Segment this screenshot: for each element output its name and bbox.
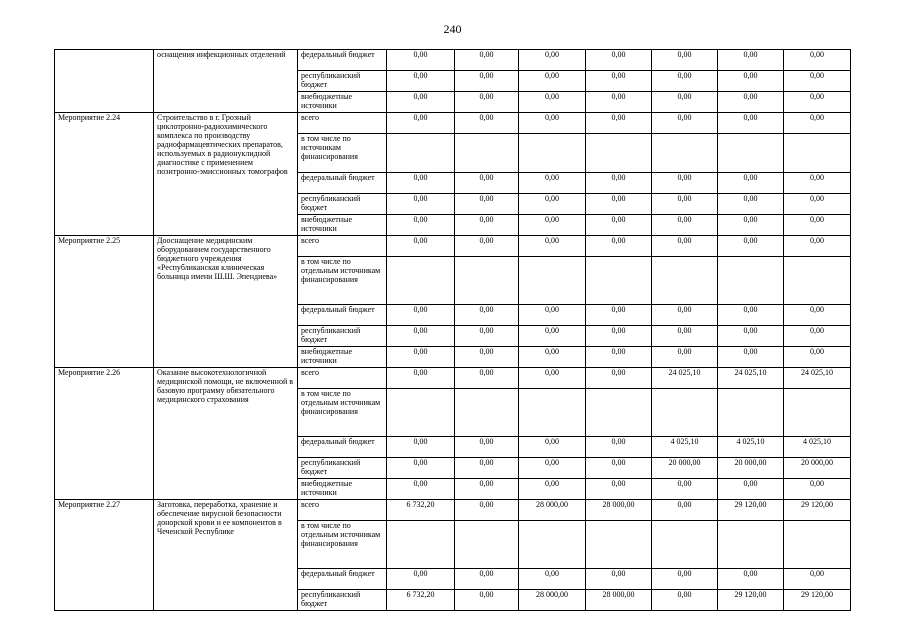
amount-cell: 0,00 <box>586 305 652 326</box>
amount-cell: 0,00 <box>519 50 586 71</box>
amount-cell: 0,00 <box>586 437 652 458</box>
amount-cell <box>784 134 851 173</box>
amount-cell: 0,00 <box>784 236 851 257</box>
amount-cell <box>519 389 586 437</box>
amount-cell: 0,00 <box>387 458 455 479</box>
amount-cell: 0,00 <box>455 236 519 257</box>
amount-cell: 0,00 <box>519 92 586 113</box>
amount-cell: 24 025,10 <box>718 368 784 389</box>
amount-cell: 0,00 <box>387 113 455 134</box>
amount-cell: 0,00 <box>455 92 519 113</box>
amount-cell: 0,00 <box>784 305 851 326</box>
amount-cell: 4 025,10 <box>652 437 718 458</box>
amount-cell: 28 000,00 <box>586 500 652 521</box>
amount-cell: 0,00 <box>586 236 652 257</box>
amount-cell: 0,00 <box>455 50 519 71</box>
amount-cell: 0,00 <box>784 326 851 347</box>
amount-cell: 0,00 <box>519 569 586 590</box>
activity-description-cell: Заготовка, переработка, хранение и обеспечение вирусной безопасности донорской крови и ее компонентов в Чеченской Республике <box>154 500 298 611</box>
amount-cell: 0,00 <box>387 569 455 590</box>
funding-source-cell: республиканский бюджет <box>298 194 387 215</box>
funding-source-cell: федеральный бюджет <box>298 569 387 590</box>
amount-cell: 0,00 <box>519 173 586 194</box>
page-number: 240 <box>443 22 462 36</box>
amount-cell <box>784 389 851 437</box>
amount-cell: 0,00 <box>387 215 455 236</box>
funding-source-cell: в том числе по источникам финансирования <box>298 134 387 173</box>
activity-description-cell: оснащения инфекционных отделений <box>154 50 298 113</box>
amount-cell: 0,00 <box>387 173 455 194</box>
amount-cell: 0,00 <box>784 479 851 500</box>
amount-cell: 4 025,10 <box>718 437 784 458</box>
funding-source-cell: внебюджетные источники <box>298 215 387 236</box>
amount-cell: 0,00 <box>718 215 784 236</box>
amount-cell: 0,00 <box>519 368 586 389</box>
amount-cell: 0,00 <box>784 569 851 590</box>
amount-cell <box>387 257 455 305</box>
amount-cell: 0,00 <box>519 215 586 236</box>
amount-cell: 0,00 <box>718 305 784 326</box>
amount-cell <box>652 389 718 437</box>
amount-cell: 0,00 <box>519 194 586 215</box>
budget-table <box>54 49 851 611</box>
amount-cell: 0,00 <box>387 194 455 215</box>
amount-cell: 0,00 <box>652 305 718 326</box>
amount-cell: 0,00 <box>718 347 784 368</box>
amount-cell <box>652 134 718 173</box>
funding-source-cell: республиканский бюджет <box>298 71 387 92</box>
amount-cell: 0,00 <box>455 326 519 347</box>
activity-description-cell: Строительство в г. Грозный циклотронно-радиохимического комплекса по производству радиофармацевтических препаратов, используемых в радионуклидной диагностике с применением позитронно-эмиссионных томографов <box>154 113 298 236</box>
amount-cell: 0,00 <box>718 326 784 347</box>
amount-cell: 0,00 <box>387 236 455 257</box>
amount-cell <box>519 521 586 569</box>
amount-cell: 0,00 <box>455 173 519 194</box>
amount-cell <box>718 134 784 173</box>
amount-cell: 0,00 <box>455 437 519 458</box>
amount-cell: 0,00 <box>455 113 519 134</box>
amount-cell <box>387 521 455 569</box>
amount-cell: 0,00 <box>718 71 784 92</box>
amount-cell: 0,00 <box>784 173 851 194</box>
amount-cell: 0,00 <box>652 50 718 71</box>
activity-cell: Мероприятие 2.26 <box>55 368 154 500</box>
amount-cell: 20 000,00 <box>718 458 784 479</box>
amount-cell: 0,00 <box>652 569 718 590</box>
activity-cell: Мероприятие 2.25 <box>55 236 154 368</box>
amount-cell <box>586 257 652 305</box>
funding-source-cell: федеральный бюджет <box>298 173 387 194</box>
amount-cell: 6 732,20 <box>387 500 455 521</box>
activity-cell <box>55 50 154 113</box>
amount-cell: 0,00 <box>718 569 784 590</box>
funding-source-cell: республиканский бюджет <box>298 458 387 479</box>
amount-cell: 0,00 <box>586 50 652 71</box>
amount-cell: 0,00 <box>519 326 586 347</box>
amount-cell: 0,00 <box>586 113 652 134</box>
amount-cell: 0,00 <box>718 194 784 215</box>
amount-cell: 24 025,10 <box>652 368 718 389</box>
amount-cell: 0,00 <box>519 113 586 134</box>
amount-cell: 0,00 <box>519 347 586 368</box>
amount-cell: 29 120,00 <box>784 590 851 611</box>
amount-cell: 0,00 <box>387 326 455 347</box>
table-row <box>55 368 851 389</box>
amount-cell: 0,00 <box>455 368 519 389</box>
amount-cell: 0,00 <box>718 92 784 113</box>
amount-cell: 0,00 <box>455 347 519 368</box>
amount-cell: 0,00 <box>519 236 586 257</box>
table-row <box>55 113 851 134</box>
amount-cell: 0,00 <box>586 173 652 194</box>
amount-cell: 0,00 <box>718 173 784 194</box>
amount-cell: 0,00 <box>455 569 519 590</box>
amount-cell <box>586 134 652 173</box>
amount-cell: 28 000,00 <box>586 590 652 611</box>
amount-cell: 0,00 <box>652 590 718 611</box>
amount-cell: 0,00 <box>784 50 851 71</box>
amount-cell: 24 025,10 <box>784 368 851 389</box>
amount-cell <box>387 389 455 437</box>
amount-cell: 0,00 <box>586 92 652 113</box>
amount-cell <box>455 521 519 569</box>
amount-cell: 0,00 <box>519 305 586 326</box>
amount-cell: 0,00 <box>784 194 851 215</box>
funding-source-cell: всего <box>298 236 387 257</box>
amount-cell <box>784 257 851 305</box>
amount-cell: 0,00 <box>586 458 652 479</box>
amount-cell: 0,00 <box>455 500 519 521</box>
amount-cell: 0,00 <box>519 458 586 479</box>
amount-cell: 0,00 <box>455 71 519 92</box>
funding-source-cell: всего <box>298 500 387 521</box>
amount-cell: 0,00 <box>586 368 652 389</box>
activity-description-cell: Дооснащение медицинским оборудованием государственного бюджетного учреждения «Республиканская клиническая больница имени Ш.Ш. Эпендиева» <box>154 236 298 368</box>
activity-cell: Мероприятие 2.27 <box>55 500 154 611</box>
amount-cell: 20 000,00 <box>784 458 851 479</box>
amount-cell <box>784 521 851 569</box>
amount-cell: 0,00 <box>387 437 455 458</box>
amount-cell: 0,00 <box>519 437 586 458</box>
amount-cell: 0,00 <box>718 50 784 71</box>
amount-cell: 0,00 <box>586 71 652 92</box>
amount-cell <box>586 389 652 437</box>
amount-cell <box>718 521 784 569</box>
amount-cell <box>519 257 586 305</box>
amount-cell: 0,00 <box>387 305 455 326</box>
amount-cell: 0,00 <box>652 479 718 500</box>
amount-cell: 0,00 <box>652 326 718 347</box>
amount-cell: 0,00 <box>455 458 519 479</box>
amount-cell: 0,00 <box>586 479 652 500</box>
amount-cell: 0,00 <box>652 500 718 521</box>
funding-source-cell: всего <box>298 113 387 134</box>
amount-cell: 29 120,00 <box>718 500 784 521</box>
amount-cell: 20 000,00 <box>652 458 718 479</box>
amount-cell: 0,00 <box>784 71 851 92</box>
amount-cell: 0,00 <box>652 113 718 134</box>
funding-source-cell: всего <box>298 368 387 389</box>
funding-source-cell: федеральный бюджет <box>298 50 387 71</box>
amount-cell <box>519 134 586 173</box>
amount-cell: 0,00 <box>718 479 784 500</box>
funding-source-cell: федеральный бюджет <box>298 305 387 326</box>
amount-cell: 0,00 <box>784 113 851 134</box>
amount-cell <box>652 521 718 569</box>
amount-cell: 6 732,20 <box>387 590 455 611</box>
amount-cell <box>718 257 784 305</box>
activity-description-cell: Оказание высокотехнологичной медицинской помощи, не включенной в базовую программу обязательного медицинского страхования <box>154 368 298 500</box>
amount-cell: 0,00 <box>784 92 851 113</box>
amount-cell: 0,00 <box>652 347 718 368</box>
amount-cell: 0,00 <box>784 347 851 368</box>
funding-source-cell: республиканский бюджет <box>298 590 387 611</box>
amount-cell: 0,00 <box>586 347 652 368</box>
amount-cell <box>718 389 784 437</box>
amount-cell: 0,00 <box>784 215 851 236</box>
amount-cell <box>455 134 519 173</box>
amount-cell <box>455 257 519 305</box>
amount-cell: 0,00 <box>387 479 455 500</box>
amount-cell: 0,00 <box>718 236 784 257</box>
funding-source-cell: внебюджетные источники <box>298 347 387 368</box>
funding-source-cell: в том числе по отдельным источникам финансирования <box>298 389 387 437</box>
amount-cell: 0,00 <box>455 590 519 611</box>
amount-cell: 0,00 <box>652 173 718 194</box>
funding-source-cell: в том числе по отдельным источникам финансирования <box>298 521 387 569</box>
funding-source-cell: федеральный бюджет <box>298 437 387 458</box>
amount-cell: 29 120,00 <box>718 590 784 611</box>
amount-cell: 0,00 <box>455 194 519 215</box>
amount-cell: 0,00 <box>387 347 455 368</box>
amount-cell: 4 025,10 <box>784 437 851 458</box>
amount-cell: 29 120,00 <box>784 500 851 521</box>
funding-source-cell: внебюджетные источники <box>298 479 387 500</box>
amount-cell: 0,00 <box>519 71 586 92</box>
funding-source-cell: внебюджетные источники <box>298 92 387 113</box>
amount-cell: 0,00 <box>455 479 519 500</box>
funding-source-cell: в том числе по отдельным источникам финансирования <box>298 257 387 305</box>
amount-cell <box>387 134 455 173</box>
amount-cell: 0,00 <box>586 194 652 215</box>
amount-cell: 0,00 <box>586 326 652 347</box>
amount-cell: 0,00 <box>387 71 455 92</box>
amount-cell: 0,00 <box>586 215 652 236</box>
amount-cell: 0,00 <box>652 71 718 92</box>
amount-cell: 0,00 <box>387 50 455 71</box>
table-row <box>55 50 851 71</box>
amount-cell: 28 000,00 <box>519 590 586 611</box>
amount-cell <box>586 521 652 569</box>
amount-cell <box>652 257 718 305</box>
amount-cell <box>455 389 519 437</box>
amount-cell: 0,00 <box>387 368 455 389</box>
activity-cell: Мероприятие 2.24 <box>55 113 154 236</box>
amount-cell: 0,00 <box>519 479 586 500</box>
amount-cell: 0,00 <box>387 92 455 113</box>
amount-cell: 0,00 <box>652 194 718 215</box>
table-row <box>55 500 851 521</box>
amount-cell: 0,00 <box>718 113 784 134</box>
amount-cell: 0,00 <box>455 305 519 326</box>
amount-cell: 0,00 <box>652 215 718 236</box>
amount-cell: 0,00 <box>455 215 519 236</box>
amount-cell: 28 000,00 <box>519 500 586 521</box>
funding-source-cell: республиканский бюджет <box>298 326 387 347</box>
amount-cell: 0,00 <box>586 569 652 590</box>
table-row <box>55 236 851 257</box>
amount-cell: 0,00 <box>652 236 718 257</box>
amount-cell: 0,00 <box>652 92 718 113</box>
